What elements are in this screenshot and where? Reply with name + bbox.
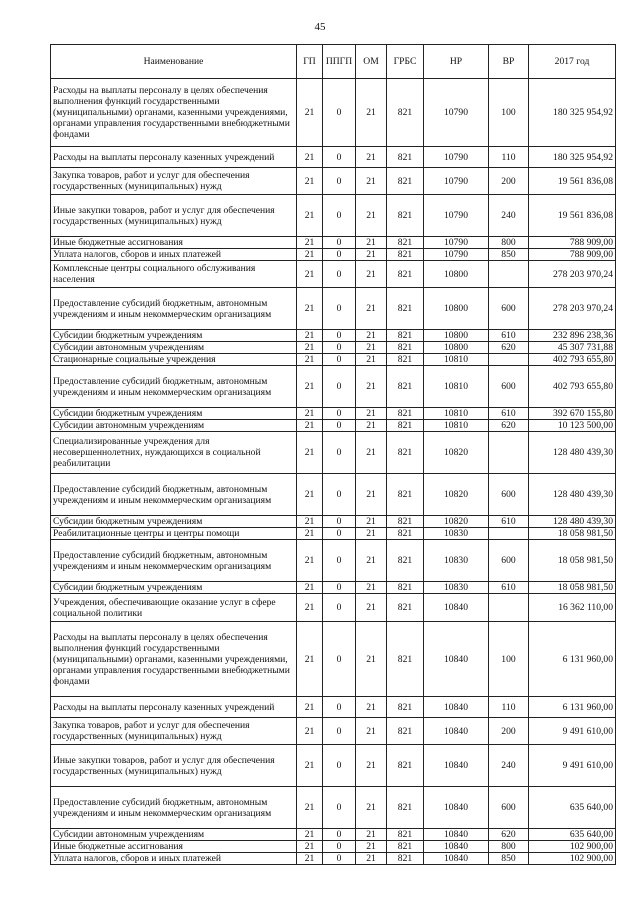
ppgp-cell: 0 bbox=[323, 528, 356, 540]
row-name-cell: Стационарные социальные учреждения bbox=[51, 354, 297, 366]
nr-cell: 10830 bbox=[424, 540, 489, 582]
vr-cell: 610 bbox=[489, 408, 529, 420]
vr-cell: 850 bbox=[489, 249, 529, 261]
ppgp-cell: 0 bbox=[323, 829, 356, 841]
table-row bbox=[51, 342, 616, 354]
table-row bbox=[51, 195, 616, 237]
nr-cell: 10810 bbox=[424, 420, 489, 432]
amount-cell: 6 131 960,00 bbox=[529, 622, 616, 697]
row-name-cell: Закупка товаров, работ и услуг для обеспечения государственных (муниципальных) нужд bbox=[51, 168, 297, 195]
gp-cell: 21 bbox=[297, 79, 323, 147]
amount-cell: 232 896 238,36 bbox=[529, 330, 616, 342]
grbs-cell: 821 bbox=[387, 354, 424, 366]
gp-cell: 21 bbox=[297, 432, 323, 474]
amount-cell: 10 123 500,00 bbox=[529, 420, 616, 432]
header-year-2017: 2017 год bbox=[529, 45, 616, 79]
ppgp-cell: 0 bbox=[323, 622, 356, 697]
amount-cell: 19 561 836,08 bbox=[529, 168, 616, 195]
ppgp-cell: 0 bbox=[323, 697, 356, 718]
ppgp-cell: 0 bbox=[323, 420, 356, 432]
om-cell: 21 bbox=[356, 594, 387, 622]
amount-cell: 128 480 439,30 bbox=[529, 474, 616, 516]
gp-cell: 21 bbox=[297, 354, 323, 366]
grbs-cell: 821 bbox=[387, 168, 424, 195]
table-row bbox=[51, 829, 616, 841]
amount-cell: 19 561 836,08 bbox=[529, 195, 616, 237]
vr-cell: 600 bbox=[489, 366, 529, 408]
ppgp-cell: 0 bbox=[323, 745, 356, 787]
row-name-cell: Реабилитационные центры и центры помощи bbox=[51, 528, 297, 540]
amount-cell: 402 793 655,80 bbox=[529, 354, 616, 366]
gp-cell: 21 bbox=[297, 718, 323, 745]
row-name-cell: Иные закупки товаров, работ и услуг для обеспечения государственных (муниципальных) нужд bbox=[51, 745, 297, 787]
ppgp-cell: 0 bbox=[323, 540, 356, 582]
row-name-cell: Иные бюджетные ассигнования bbox=[51, 237, 297, 249]
amount-cell: 16 362 110,00 bbox=[529, 594, 616, 622]
om-cell: 21 bbox=[356, 528, 387, 540]
vr-cell bbox=[489, 432, 529, 474]
grbs-cell: 821 bbox=[387, 237, 424, 249]
row-name-cell: Предоставление субсидий бюджетным, автономным учреждениям и иным некоммерческим организациям bbox=[51, 787, 297, 829]
vr-cell: 200 bbox=[489, 718, 529, 745]
om-cell: 21 bbox=[356, 237, 387, 249]
table-row bbox=[51, 582, 616, 594]
ppgp-cell: 0 bbox=[323, 718, 356, 745]
table-row bbox=[51, 594, 616, 622]
amount-cell: 788 909,00 bbox=[529, 237, 616, 249]
om-cell: 21 bbox=[356, 288, 387, 330]
gp-cell: 21 bbox=[297, 787, 323, 829]
row-name-cell: Комплексные центры социального обслуживания населения bbox=[51, 261, 297, 288]
grbs-cell: 821 bbox=[387, 366, 424, 408]
nr-cell: 10830 bbox=[424, 528, 489, 540]
amount-cell: 278 203 970,24 bbox=[529, 261, 616, 288]
vr-cell: 620 bbox=[489, 342, 529, 354]
amount-cell: 102 900,00 bbox=[529, 841, 616, 853]
table-row bbox=[51, 408, 616, 420]
om-cell: 21 bbox=[356, 354, 387, 366]
vr-cell: 110 bbox=[489, 147, 529, 168]
amount-cell: 402 793 655,80 bbox=[529, 366, 616, 408]
gp-cell: 21 bbox=[297, 420, 323, 432]
nr-cell: 10790 bbox=[424, 249, 489, 261]
nr-cell: 10790 bbox=[424, 168, 489, 195]
row-name-cell: Субсидии бюджетным учреждениям bbox=[51, 408, 297, 420]
grbs-cell: 821 bbox=[387, 582, 424, 594]
gp-cell: 21 bbox=[297, 829, 323, 841]
vr-cell: 610 bbox=[489, 582, 529, 594]
gp-cell: 21 bbox=[297, 528, 323, 540]
grbs-cell: 821 bbox=[387, 261, 424, 288]
grbs-cell: 821 bbox=[387, 853, 424, 865]
grbs-cell: 821 bbox=[387, 342, 424, 354]
row-name-cell: Предоставление субсидий бюджетным, автономным учреждениям и иным некоммерческим организациям bbox=[51, 474, 297, 516]
nr-cell: 10800 bbox=[424, 330, 489, 342]
vr-cell: 100 bbox=[489, 622, 529, 697]
table-body bbox=[51, 79, 616, 865]
nr-cell: 10840 bbox=[424, 718, 489, 745]
table-row bbox=[51, 354, 616, 366]
vr-cell: 100 bbox=[489, 79, 529, 147]
om-cell: 21 bbox=[356, 853, 387, 865]
vr-cell bbox=[489, 354, 529, 366]
nr-cell: 10790 bbox=[424, 79, 489, 147]
nr-cell: 10840 bbox=[424, 853, 489, 865]
om-cell: 21 bbox=[356, 474, 387, 516]
row-name-cell: Уплата налогов, сборов и иных платежей bbox=[51, 853, 297, 865]
gp-cell: 21 bbox=[297, 622, 323, 697]
gp-cell: 21 bbox=[297, 237, 323, 249]
nr-cell: 10820 bbox=[424, 516, 489, 528]
nr-cell: 10840 bbox=[424, 745, 489, 787]
page-number: 45 bbox=[314, 21, 326, 33]
om-cell: 21 bbox=[356, 408, 387, 420]
vr-cell: 240 bbox=[489, 745, 529, 787]
table-row bbox=[51, 787, 616, 829]
table-row bbox=[51, 147, 616, 168]
amount-cell: 9 491 610,00 bbox=[529, 745, 616, 787]
amount-cell: 102 900,00 bbox=[529, 853, 616, 865]
gp-cell: 21 bbox=[297, 366, 323, 408]
gp-cell: 21 bbox=[297, 147, 323, 168]
gp-cell: 21 bbox=[297, 853, 323, 865]
vr-cell bbox=[489, 528, 529, 540]
table-row bbox=[51, 366, 616, 408]
table-row bbox=[51, 841, 616, 853]
amount-cell: 180 325 954,92 bbox=[529, 147, 616, 168]
table-row bbox=[51, 237, 616, 249]
grbs-cell: 821 bbox=[387, 622, 424, 697]
gp-cell: 21 bbox=[297, 697, 323, 718]
vr-cell: 600 bbox=[489, 288, 529, 330]
om-cell: 21 bbox=[356, 432, 387, 474]
ppgp-cell: 0 bbox=[323, 79, 356, 147]
grbs-cell: 821 bbox=[387, 516, 424, 528]
row-name-cell: Расходы на выплаты персоналу в целях обеспечения выполнения функций государственными (муниципальными) органами, казенными учреждениями, органами управления государственными внебюджетными фондами bbox=[51, 79, 297, 147]
header-grbs: ГРБС bbox=[387, 45, 424, 79]
gp-cell: 21 bbox=[297, 745, 323, 787]
table-row bbox=[51, 540, 616, 582]
nr-cell: 10800 bbox=[424, 261, 489, 288]
nr-cell: 10820 bbox=[424, 432, 489, 474]
grbs-cell: 821 bbox=[387, 841, 424, 853]
nr-cell: 10800 bbox=[424, 288, 489, 330]
grbs-cell: 821 bbox=[387, 147, 424, 168]
row-name-cell: Учреждения, обеспечивающие оказание услуг в сфере социальной политики bbox=[51, 594, 297, 622]
om-cell: 21 bbox=[356, 582, 387, 594]
gp-cell: 21 bbox=[297, 168, 323, 195]
row-name-cell: Иные закупки товаров, работ и услуг для обеспечения государственных (муниципальных) нужд bbox=[51, 195, 297, 237]
grbs-cell: 821 bbox=[387, 330, 424, 342]
row-name-cell: Закупка товаров, работ и услуг для обеспечения государственных (муниципальных) нужд bbox=[51, 718, 297, 745]
amount-cell: 392 670 155,80 bbox=[529, 408, 616, 420]
table-row bbox=[51, 718, 616, 745]
ppgp-cell: 0 bbox=[323, 168, 356, 195]
amount-cell: 128 480 439,30 bbox=[529, 432, 616, 474]
header-vr: ВР bbox=[489, 45, 529, 79]
amount-cell: 18 058 981,50 bbox=[529, 540, 616, 582]
row-name-cell: Предоставление субсидий бюджетным, автономным учреждениям и иным некоммерческим организациям bbox=[51, 366, 297, 408]
amount-cell: 18 058 981,50 bbox=[529, 582, 616, 594]
amount-cell: 180 325 954,92 bbox=[529, 79, 616, 147]
grbs-cell: 821 bbox=[387, 249, 424, 261]
om-cell: 21 bbox=[356, 249, 387, 261]
om-cell: 21 bbox=[356, 697, 387, 718]
om-cell: 21 bbox=[356, 330, 387, 342]
table-row bbox=[51, 474, 616, 516]
grbs-cell: 821 bbox=[387, 420, 424, 432]
vr-cell bbox=[489, 594, 529, 622]
table-row bbox=[51, 622, 616, 697]
table-row bbox=[51, 420, 616, 432]
row-name-cell: Субсидии автономным учреждениям bbox=[51, 420, 297, 432]
header-name: Наименование bbox=[51, 45, 297, 79]
table-row bbox=[51, 516, 616, 528]
row-name-cell: Расходы на выплаты персоналу казенных учреждений bbox=[51, 697, 297, 718]
grbs-cell: 821 bbox=[387, 829, 424, 841]
gp-cell: 21 bbox=[297, 249, 323, 261]
vr-cell: 850 bbox=[489, 853, 529, 865]
gp-cell: 21 bbox=[297, 474, 323, 516]
vr-cell: 240 bbox=[489, 195, 529, 237]
gp-cell: 21 bbox=[297, 408, 323, 420]
vr-cell: 610 bbox=[489, 516, 529, 528]
nr-cell: 10820 bbox=[424, 474, 489, 516]
ppgp-cell: 0 bbox=[323, 787, 356, 829]
nr-cell: 10800 bbox=[424, 342, 489, 354]
om-cell: 21 bbox=[356, 622, 387, 697]
grbs-cell: 821 bbox=[387, 474, 424, 516]
vr-cell: 800 bbox=[489, 841, 529, 853]
om-cell: 21 bbox=[356, 829, 387, 841]
grbs-cell: 821 bbox=[387, 79, 424, 147]
grbs-cell: 821 bbox=[387, 540, 424, 582]
om-cell: 21 bbox=[356, 366, 387, 408]
ppgp-cell: 0 bbox=[323, 147, 356, 168]
ppgp-cell: 0 bbox=[323, 516, 356, 528]
gp-cell: 21 bbox=[297, 516, 323, 528]
ppgp-cell: 0 bbox=[323, 432, 356, 474]
row-name-cell: Иные бюджетные ассигнования bbox=[51, 841, 297, 853]
ppgp-cell: 0 bbox=[323, 474, 356, 516]
row-name-cell: Субсидии бюджетным учреждениям bbox=[51, 516, 297, 528]
vr-cell: 620 bbox=[489, 829, 529, 841]
om-cell: 21 bbox=[356, 540, 387, 582]
row-name-cell: Предоставление субсидий бюджетным, автономным учреждениям и иным некоммерческим организациям bbox=[51, 540, 297, 582]
amount-cell: 18 058 981,50 bbox=[529, 528, 616, 540]
gp-cell: 21 bbox=[297, 195, 323, 237]
grbs-cell: 821 bbox=[387, 288, 424, 330]
om-cell: 21 bbox=[356, 261, 387, 288]
ppgp-cell: 0 bbox=[323, 288, 356, 330]
amount-cell: 788 909,00 bbox=[529, 249, 616, 261]
om-cell: 21 bbox=[356, 516, 387, 528]
nr-cell: 10830 bbox=[424, 582, 489, 594]
grbs-cell: 821 bbox=[387, 745, 424, 787]
row-name-cell: Расходы на выплаты персоналу в целях обеспечения выполнения функций государственными (муниципальными) органами, казенными учреждениями, органами управления государственными внебюджетными фондами bbox=[51, 622, 297, 697]
row-name-cell: Субсидии бюджетным учреждениям bbox=[51, 582, 297, 594]
ppgp-cell: 0 bbox=[323, 237, 356, 249]
ppgp-cell: 0 bbox=[323, 342, 356, 354]
grbs-cell: 821 bbox=[387, 697, 424, 718]
budget-table bbox=[50, 44, 616, 865]
vr-cell: 200 bbox=[489, 168, 529, 195]
row-name-cell: Субсидии автономным учреждениям bbox=[51, 342, 297, 354]
table-row bbox=[51, 697, 616, 718]
ppgp-cell: 0 bbox=[323, 354, 356, 366]
nr-cell: 10840 bbox=[424, 841, 489, 853]
grbs-cell: 821 bbox=[387, 787, 424, 829]
om-cell: 21 bbox=[356, 841, 387, 853]
amount-cell: 635 640,00 bbox=[529, 829, 616, 841]
amount-cell: 9 491 610,00 bbox=[529, 718, 616, 745]
gp-cell: 21 bbox=[297, 582, 323, 594]
table-row bbox=[51, 330, 616, 342]
gp-cell: 21 bbox=[297, 594, 323, 622]
table-row bbox=[51, 528, 616, 540]
vr-cell: 600 bbox=[489, 474, 529, 516]
nr-cell: 10840 bbox=[424, 787, 489, 829]
ppgp-cell: 0 bbox=[323, 841, 356, 853]
ppgp-cell: 0 bbox=[323, 366, 356, 408]
header-om: ОМ bbox=[356, 45, 387, 79]
gp-cell: 21 bbox=[297, 288, 323, 330]
nr-cell: 10840 bbox=[424, 829, 489, 841]
nr-cell: 10810 bbox=[424, 408, 489, 420]
vr-cell: 600 bbox=[489, 787, 529, 829]
amount-cell: 45 307 731,88 bbox=[529, 342, 616, 354]
grbs-cell: 821 bbox=[387, 718, 424, 745]
om-cell: 21 bbox=[356, 147, 387, 168]
row-name-cell: Субсидии бюджетным учреждениям bbox=[51, 330, 297, 342]
grbs-cell: 821 bbox=[387, 408, 424, 420]
ppgp-cell: 0 bbox=[323, 195, 356, 237]
table-row bbox=[51, 249, 616, 261]
table-row bbox=[51, 853, 616, 865]
om-cell: 21 bbox=[356, 787, 387, 829]
grbs-cell: 821 bbox=[387, 528, 424, 540]
gp-cell: 21 bbox=[297, 261, 323, 288]
om-cell: 21 bbox=[356, 168, 387, 195]
nr-cell: 10840 bbox=[424, 622, 489, 697]
nr-cell: 10810 bbox=[424, 366, 489, 408]
table-header-row bbox=[51, 45, 616, 79]
gp-cell: 21 bbox=[297, 330, 323, 342]
gp-cell: 21 bbox=[297, 540, 323, 582]
amount-cell: 6 131 960,00 bbox=[529, 697, 616, 718]
nr-cell: 10790 bbox=[424, 195, 489, 237]
vr-cell: 610 bbox=[489, 330, 529, 342]
nr-cell: 10810 bbox=[424, 354, 489, 366]
vr-cell: 620 bbox=[489, 420, 529, 432]
row-name-cell: Предоставление субсидий бюджетным, автономным учреждениям и иным некоммерческим организациям bbox=[51, 288, 297, 330]
vr-cell: 600 bbox=[489, 540, 529, 582]
gp-cell: 21 bbox=[297, 841, 323, 853]
om-cell: 21 bbox=[356, 79, 387, 147]
row-name-cell: Субсидии автономным учреждениям bbox=[51, 829, 297, 841]
ppgp-cell: 0 bbox=[323, 853, 356, 865]
amount-cell: 278 203 970,24 bbox=[529, 288, 616, 330]
row-name-cell: Уплата налогов, сборов и иных платежей bbox=[51, 249, 297, 261]
grbs-cell: 821 bbox=[387, 594, 424, 622]
table-row bbox=[51, 168, 616, 195]
om-cell: 21 bbox=[356, 342, 387, 354]
header-nr: НР bbox=[424, 45, 489, 79]
table-row bbox=[51, 261, 616, 288]
ppgp-cell: 0 bbox=[323, 249, 356, 261]
header-ppgp: ППГП bbox=[323, 45, 356, 79]
om-cell: 21 bbox=[356, 195, 387, 237]
amount-cell: 635 640,00 bbox=[529, 787, 616, 829]
nr-cell: 10790 bbox=[424, 237, 489, 249]
gp-cell: 21 bbox=[297, 342, 323, 354]
table-row bbox=[51, 432, 616, 474]
amount-cell: 128 480 439,30 bbox=[529, 516, 616, 528]
ppgp-cell: 0 bbox=[323, 261, 356, 288]
ppgp-cell: 0 bbox=[323, 330, 356, 342]
om-cell: 21 bbox=[356, 420, 387, 432]
ppgp-cell: 0 bbox=[323, 408, 356, 420]
header-gp: ГП bbox=[297, 45, 323, 79]
row-name-cell: Расходы на выплаты персоналу казенных учреждений bbox=[51, 147, 297, 168]
vr-cell: 800 bbox=[489, 237, 529, 249]
row-name-cell: Специализированные учреждения для несовершеннолетних, нуждающихся в социальной реабилитации bbox=[51, 432, 297, 474]
ppgp-cell: 0 bbox=[323, 582, 356, 594]
table-row bbox=[51, 79, 616, 147]
om-cell: 21 bbox=[356, 718, 387, 745]
table-row bbox=[51, 745, 616, 787]
vr-cell: 110 bbox=[489, 697, 529, 718]
grbs-cell: 821 bbox=[387, 195, 424, 237]
om-cell: 21 bbox=[356, 745, 387, 787]
nr-cell: 10840 bbox=[424, 697, 489, 718]
nr-cell: 10790 bbox=[424, 147, 489, 168]
vr-cell bbox=[489, 261, 529, 288]
ppgp-cell: 0 bbox=[323, 594, 356, 622]
grbs-cell: 821 bbox=[387, 432, 424, 474]
table-row bbox=[51, 288, 616, 330]
nr-cell: 10840 bbox=[424, 594, 489, 622]
